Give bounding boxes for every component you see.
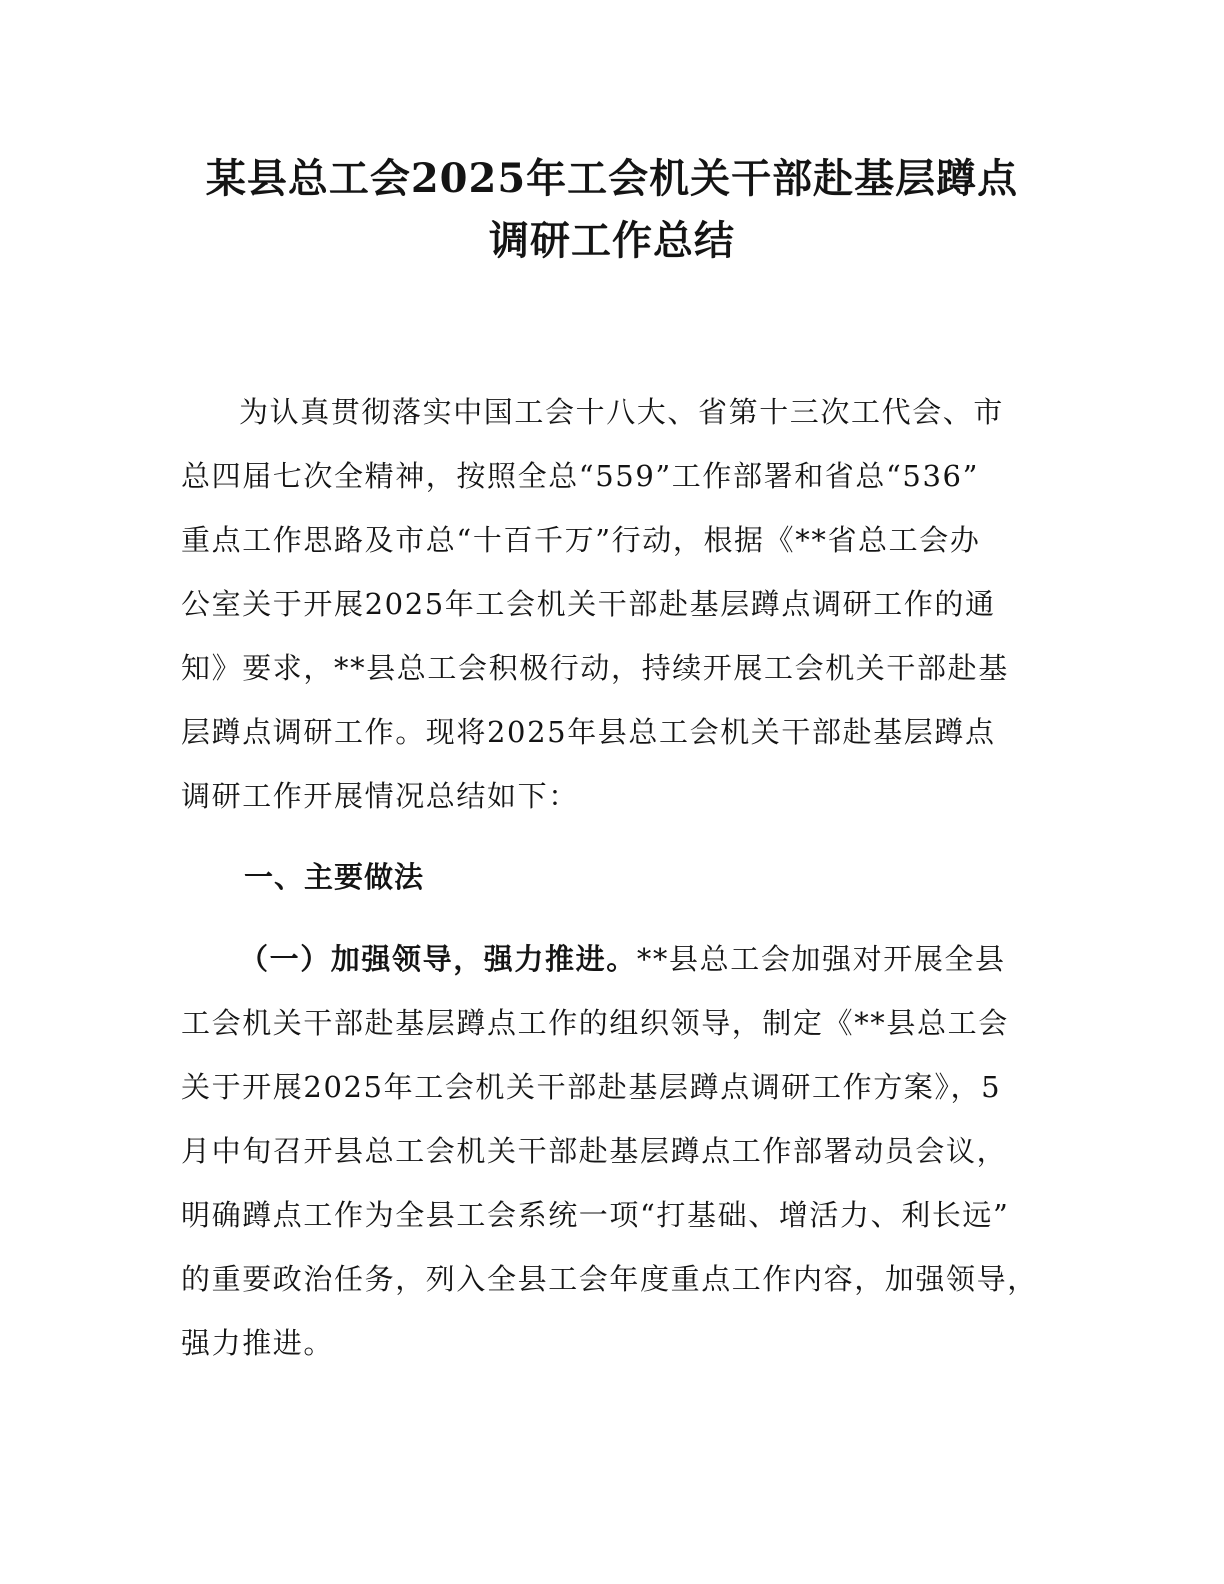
paragraph-line: 为认真贯彻落实中国工会十八大、省第十三次工代会、市 bbox=[239, 395, 1005, 429]
paragraph-line: 强力推进。 bbox=[181, 1326, 335, 1360]
section-heading: 一、主要做法 bbox=[244, 860, 425, 894]
paragraph-line: 层蹲点调研工作。现将2025年县总工会机关干部赴基层蹲点 bbox=[181, 715, 996, 749]
title-line-2: 调研工作总结 bbox=[489, 217, 735, 264]
subsection-paragraph bbox=[181, 927, 1061, 1375]
subsection-heading: （一）加强领导，强力推进。 bbox=[239, 942, 637, 976]
intro-paragraph bbox=[181, 380, 1061, 828]
paragraph-line: 调研工作开展情况总结如下： bbox=[181, 779, 579, 813]
paragraph-line: 重点工作思路及市总“十百千万”行动，根据《**省总工会办 bbox=[181, 523, 981, 557]
paragraph-line: 公室关于开展2025年工会机关干部赴基层蹲点调研工作的通 bbox=[181, 587, 996, 621]
paragraph-line: 知》要求，**县总工会积极行动，持续开展工会机关干部赴基 bbox=[181, 651, 1009, 685]
document-title bbox=[150, 148, 1074, 272]
paragraph-line: 工会机关干部赴基层蹲点工作的组织领导，制定《**县总工会 bbox=[181, 1006, 1009, 1040]
paragraph-line: 关于开展2025年工会机关干部赴基层蹲点调研工作方案》，5 bbox=[181, 1070, 1002, 1104]
paragraph-first-line bbox=[181, 927, 1061, 991]
paragraph-line: 的重要政治任务，列入全县工会年度重点工作内容，加强领导， bbox=[181, 1262, 1038, 1296]
paragraph-line: 月中旬召开县总工会机关干部赴基层蹲点工作部署动员会议， bbox=[181, 1134, 1008, 1168]
paragraph-text: **县总工会加强对开展全县 bbox=[636, 942, 1006, 976]
paragraph-line: 总四届七次全精神，按照全总“559”工作部署和省总“536” bbox=[181, 459, 980, 493]
paragraph-line: 明确蹲点工作为全县工会系统一项“打基础、增活力、利长远” bbox=[181, 1198, 1010, 1232]
title-line-1: 某县总工会2025年工会机关干部赴基层蹲点 bbox=[205, 155, 1019, 202]
